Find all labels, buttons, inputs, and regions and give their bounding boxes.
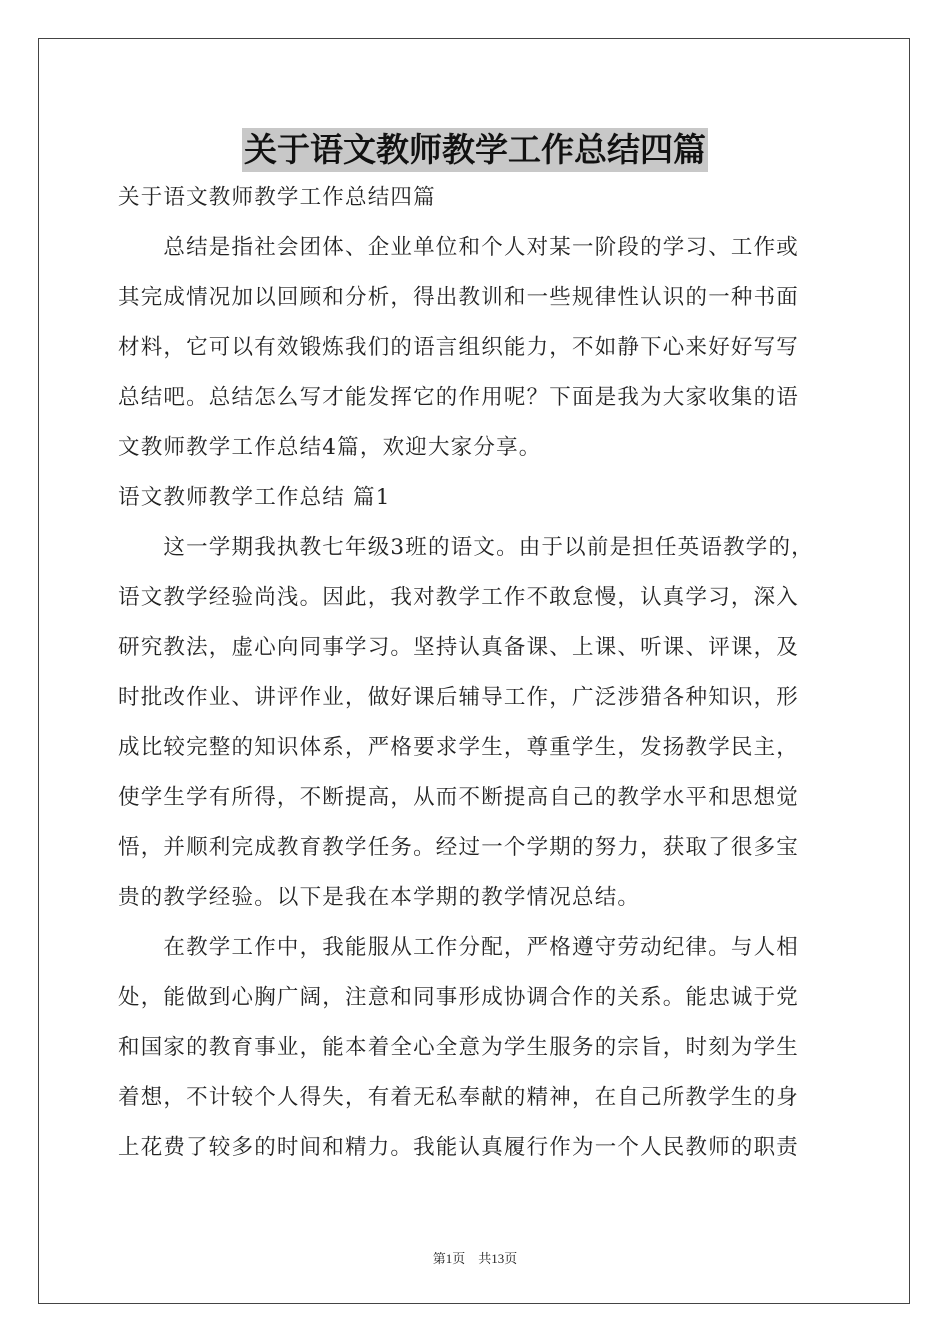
text-line: 上花费了较多的时间和精力。我能认真履行作为一个人民教师的职责 <box>118 1135 800 1160</box>
text-line: 材料，它可以有效锻炼我们的语言组织能力，不如静下心来好好写写 <box>118 335 800 360</box>
section-heading: 语文教师教学工作总结 篇1 <box>118 485 391 510</box>
text-line: 在教学工作中，我能服从工作分配，严格遵守劳动纪律。与人相 <box>118 935 800 960</box>
text-line: 使学生学有所得，不断提高，从而不断提高自己的教学水平和思想觉 <box>118 785 800 810</box>
text-line: 文教师教学工作总结4篇，欢迎大家分享。 <box>118 435 542 460</box>
subtitle-line: 关于语文教师教学工作总结四篇 <box>118 185 436 210</box>
text-line: 贵的教学经验。以下是我在本学期的教学情况总结。 <box>118 885 641 910</box>
text-line: 处，能做到心胸广阔，注意和同事形成协调合作的关系。能忠诚于党 <box>118 985 800 1010</box>
text-line: 着想，不计较个人得失，有着无私奉献的精神，在自己所教学生的身 <box>118 1085 800 1110</box>
text-line: 研究教法，虚心向同事学习。坚持认真备课、上课、听课、评课，及 <box>118 635 800 660</box>
text-line: 和国家的教育事业，能本着全心全意为学生服务的宗旨，时刻为学生 <box>118 1035 800 1060</box>
text-line: 时批改作业、讲评作业，做好课后辅导工作，广泛涉猎各种知识，形 <box>118 685 800 710</box>
text-line: 其完成情况加以回顾和分析，得出教训和一些规律性认识的一种书面 <box>118 285 800 310</box>
document-title: 关于语文教师教学工作总结四篇 <box>242 128 708 172</box>
text-line: 总结是指社会团体、企业单位和个人对某一阶段的学习、工作或 <box>118 235 800 260</box>
page-number: 第1页 共13页 <box>432 1251 518 1266</box>
text-line: 这一学期我执教七年级3班的语文。由于以前是担任英语教学的， <box>118 535 814 560</box>
page-border <box>38 38 910 1304</box>
text-line: 总结吧。总结怎么写才能发挥它的作用呢？下面是我为大家收集的语 <box>118 385 800 410</box>
text-line: 成比较完整的知识体系，严格要求学生，尊重学生，发扬教学民主， <box>118 735 800 760</box>
title-container <box>0 128 950 172</box>
text-line: 语文教学经验尚浅。因此，我对教学工作不敢怠慢，认真学习，深入 <box>118 585 800 610</box>
text-line: 悟，并顺利完成教育教学任务。经过一个学期的努力，获取了很多宝 <box>118 835 800 860</box>
